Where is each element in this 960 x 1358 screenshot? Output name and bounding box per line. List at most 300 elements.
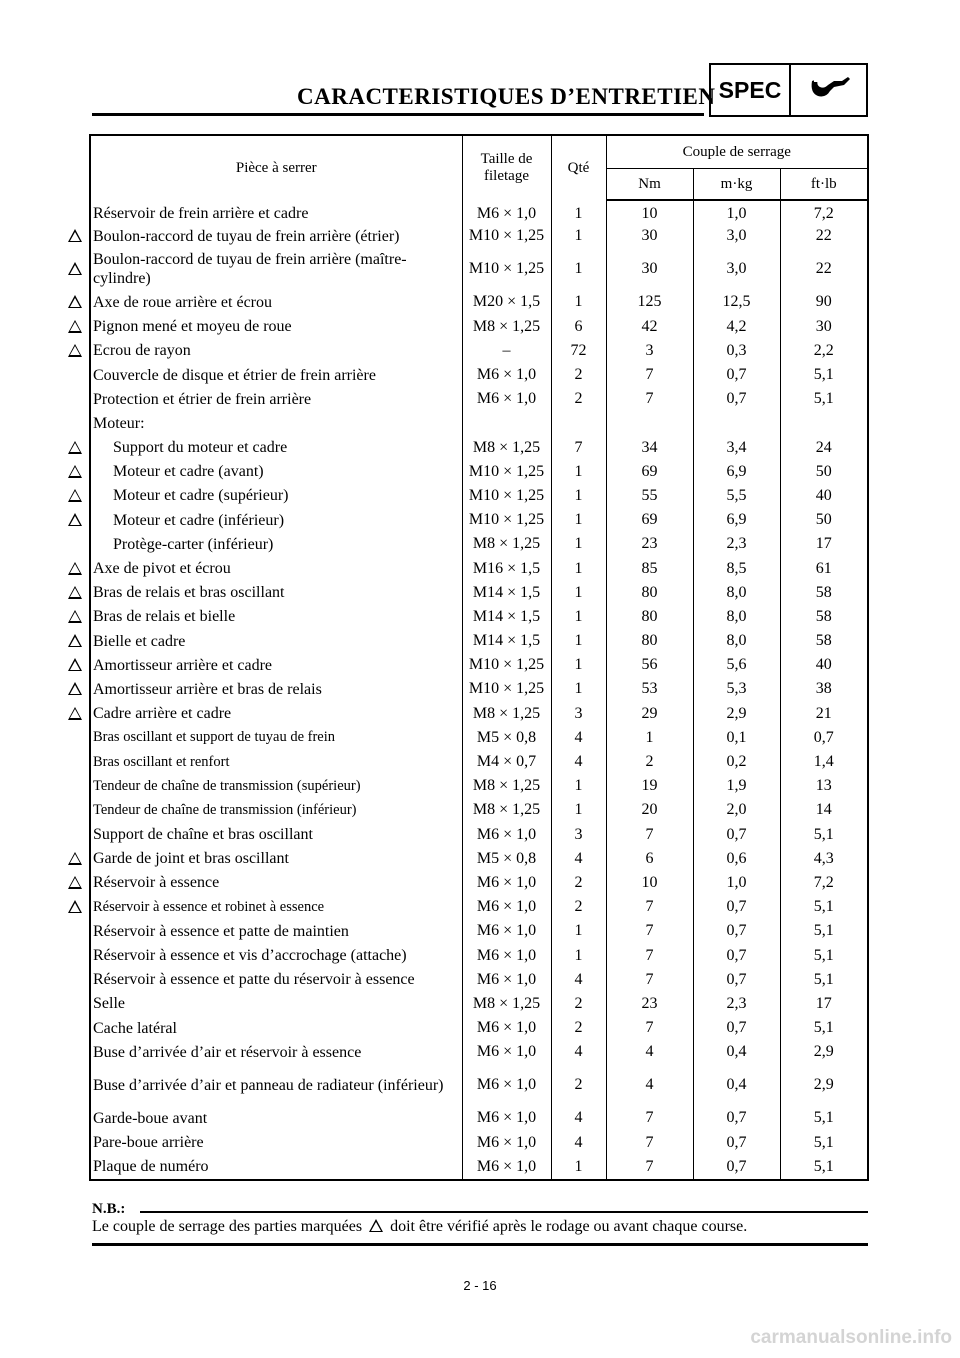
part-name-cell: Pare-boue arrière [93, 1134, 204, 1152]
col-header-mkg: m·kg [693, 169, 780, 201]
part-name-cell: Réservoir à essence et patte du réservoir à essence [93, 971, 415, 989]
torque-nm-cell: 7 [606, 943, 693, 967]
note-label: N.B.: [92, 1201, 126, 1217]
torque-nm-cell: 42 [606, 315, 693, 339]
torque-nm-cell: 2 [606, 750, 693, 774]
torque-mkg-cell: 2,3 [693, 992, 780, 1016]
triangle-mark-icon [369, 1219, 383, 1232]
torque-mkg-cell: 3,4 [693, 436, 780, 460]
torque-mkg-cell: 0,7 [693, 895, 780, 919]
torque-mkg-cell: 0,7 [693, 919, 780, 943]
part-name-cell: Protège-carter (inférieur) [113, 535, 274, 553]
torque-ftlb-cell: 50 [780, 508, 867, 532]
torque-mkg-cell: 0,2 [693, 750, 780, 774]
torque-mkg-cell: 0,7 [693, 943, 780, 967]
table-row [91, 871, 867, 895]
qty-cell: 1 [551, 248, 606, 290]
torque-ftlb-cell: 5,1 [780, 1106, 867, 1130]
qty-cell: 72 [551, 339, 606, 363]
tool-badge [791, 63, 868, 117]
table-row [91, 436, 867, 460]
qty-cell: 3 [551, 702, 606, 726]
torque-ftlb-cell: 22 [780, 248, 867, 290]
torque-ftlb-cell: 5,1 [780, 387, 867, 411]
table-row [91, 702, 867, 726]
torque-mkg-cell: 5,6 [693, 653, 780, 677]
torque-ftlb-cell: 58 [780, 581, 867, 605]
qty-cell: 1 [551, 677, 606, 701]
torque-ftlb-cell: 5,1 [780, 943, 867, 967]
thread-cell: M6 × 1,0 [462, 919, 551, 943]
thread-cell: M14 × 1,5 [462, 629, 551, 653]
thread-cell: M8 × 1,25 [462, 798, 551, 822]
torque-nm-cell: 30 [606, 248, 693, 290]
part-name-cell: Moteur et cadre (avant) [113, 463, 264, 481]
qty-cell: 3 [551, 823, 606, 847]
part-name-cell: Cadre arrière et cadre [93, 705, 232, 723]
part-name-cell: Support de chaîne et bras oscillant [93, 826, 313, 844]
thread-cell: M14 × 1,5 [462, 605, 551, 629]
part-name-cell: Buse d’arrivée d’air et panneau de radiateur (inférieur) [93, 1076, 444, 1094]
part-name-cell: Axe de roue arrière et écrou [93, 293, 272, 311]
qty-cell: 1 [551, 290, 606, 314]
table-row [91, 315, 867, 339]
qty-cell: 1 [551, 605, 606, 629]
torque-ftlb-cell: 58 [780, 629, 867, 653]
torque-nm-cell: 1 [606, 726, 693, 750]
torque-ftlb-cell: 5,1 [780, 895, 867, 919]
part-name-cell: Réservoir à essence et vis d’accrochage (attache) [93, 947, 407, 965]
table-row [91, 460, 867, 484]
qty-cell: 1 [551, 532, 606, 556]
qty-cell: 1 [551, 629, 606, 653]
torque-mkg-cell: 12,5 [693, 290, 780, 314]
thread-cell: M6 × 1,0 [462, 943, 551, 967]
thread-cell: M20 × 1,5 [462, 290, 551, 314]
qty-cell: 7 [551, 436, 606, 460]
wrench-icon [804, 73, 854, 108]
torque-mkg-cell: 0,7 [693, 1016, 780, 1040]
table-row [91, 1064, 867, 1106]
thread-cell: M10 × 1,25 [462, 677, 551, 701]
part-name-cell: Réservoir à essence et robinet à essence [93, 898, 325, 915]
thread-cell: M6 × 1,0 [462, 387, 551, 411]
part-name-cell: Protection et étrier de frein arrière [93, 390, 312, 408]
torque-ftlb-cell: 38 [780, 677, 867, 701]
torque-nm-cell: 80 [606, 605, 693, 629]
torque-ftlb-cell: 90 [780, 290, 867, 314]
part-name-cell: Réservoir de frein arrière et cadre [93, 205, 309, 223]
note-text-after: doit être vérifié après le rodage ou avant chaque course. [390, 1218, 748, 1235]
part-name-cell: Tendeur de chaîne de transmission (inférieur) [93, 801, 357, 818]
torque-nm-cell: 10 [606, 871, 693, 895]
qty-cell: 4 [551, 726, 606, 750]
thread-cell: M6 × 1,0 [462, 1016, 551, 1040]
torque-nm-cell: 7 [606, 919, 693, 943]
qty-cell: 2 [551, 992, 606, 1016]
torque-nm-cell: 80 [606, 629, 693, 653]
torque-nm-cell: 19 [606, 774, 693, 798]
torque-nm-cell: 53 [606, 677, 693, 701]
torque-nm-cell: 7 [606, 823, 693, 847]
torque-nm-cell [606, 411, 693, 435]
torque-ftlb-cell: 5,1 [780, 363, 867, 387]
torque-ftlb-cell: 2,9 [780, 1040, 867, 1064]
torque-nm-cell: 55 [606, 484, 693, 508]
qty-cell: 2 [551, 895, 606, 919]
torque-nm-cell: 125 [606, 290, 693, 314]
triangle-mark-icon [68, 707, 82, 720]
torque-ftlb-cell: 40 [780, 653, 867, 677]
triangle-mark-icon [68, 876, 82, 889]
thread-cell: M8 × 1,25 [462, 532, 551, 556]
torque-nm-cell: 7 [606, 363, 693, 387]
torque-ftlb-cell: 14 [780, 798, 867, 822]
note-text [92, 1218, 747, 1236]
torque-mkg-cell: 0,4 [693, 1040, 780, 1064]
torque-mkg-cell: 0,7 [693, 363, 780, 387]
qty-cell: 6 [551, 315, 606, 339]
table-row [91, 943, 867, 967]
qty-cell: 4 [551, 1131, 606, 1155]
thread-cell: M6 × 1,0 [462, 1106, 551, 1130]
torque-mkg-cell: 5,3 [693, 677, 780, 701]
part-name-cell: Selle [93, 995, 125, 1013]
triangle-mark-icon [68, 586, 82, 599]
triangle-mark-icon [68, 900, 82, 913]
part-name-cell: Couvercle de disque et étrier de frein arrière [93, 366, 376, 384]
triangle-mark-icon [68, 852, 82, 865]
torque-mkg-cell: 8,0 [693, 581, 780, 605]
torque-mkg-cell: 1,0 [693, 871, 780, 895]
torque-mkg-cell: 0,6 [693, 847, 780, 871]
torque-ftlb-cell: 7,2 [780, 871, 867, 895]
table-row [91, 847, 867, 871]
torque-table [89, 134, 869, 1181]
qty-cell: 1 [551, 943, 606, 967]
part-name-cell: Cache latéral [93, 1019, 177, 1037]
qty-cell: 1 [551, 581, 606, 605]
thread-cell: M6 × 1,0 [462, 823, 551, 847]
part-name-cell: Réservoir à essence [93, 874, 220, 892]
torque-mkg-cell [693, 411, 780, 435]
torque-ftlb-cell: 5,1 [780, 968, 867, 992]
torque-ftlb-cell: 0,7 [780, 726, 867, 750]
table-row [91, 653, 867, 677]
part-name-cell: Amortisseur arrière et cadre [93, 656, 273, 674]
col-header-nm: Nm [606, 169, 693, 201]
torque-nm-cell: 7 [606, 1106, 693, 1130]
torque-ftlb-cell: 2,9 [780, 1064, 867, 1106]
table-row [91, 919, 867, 943]
torque-mkg-cell: 0,7 [693, 1131, 780, 1155]
torque-nm-cell: 7 [606, 1155, 693, 1179]
torque-mkg-cell: 6,9 [693, 508, 780, 532]
part-name-cell: Pignon mené et moyeu de roue [93, 318, 292, 336]
page-title: CARACTERISTIQUES D’ENTRETIEN [297, 84, 716, 109]
table-row [91, 605, 867, 629]
table-row [91, 1155, 867, 1179]
torque-ftlb-cell: 5,1 [780, 1155, 867, 1179]
table-row [91, 992, 867, 1016]
torque-nm-cell: 69 [606, 508, 693, 532]
table-row [91, 248, 867, 290]
torque-mkg-cell: 8,0 [693, 629, 780, 653]
qty-cell: 1 [551, 1155, 606, 1179]
table-row [91, 387, 867, 411]
table-row [91, 1040, 867, 1064]
triangle-mark-icon [68, 489, 82, 502]
torque-nm-cell: 7 [606, 968, 693, 992]
torque-mkg-cell: 6,9 [693, 460, 780, 484]
part-name-cell: Buse d’arrivée d’air et réservoir à essence [93, 1043, 362, 1061]
note-rule-bottom [92, 1243, 868, 1246]
torque-nm-cell: 23 [606, 992, 693, 1016]
torque-nm-cell: 30 [606, 224, 693, 248]
part-name-cell: Boulon-raccord de tuyau de frein arrière (étrier) [93, 227, 400, 245]
thread-cell: M6 × 1,0 [462, 871, 551, 895]
torque-ftlb-cell: 21 [780, 702, 867, 726]
table-row [91, 1016, 867, 1040]
triangle-mark-icon [68, 295, 82, 308]
table-row [91, 895, 867, 919]
torque-nm-cell: 20 [606, 798, 693, 822]
table-row [91, 508, 867, 532]
torque-mkg-cell: 4,2 [693, 315, 780, 339]
thread-cell: M10 × 1,25 [462, 653, 551, 677]
torque-mkg-cell: 0,7 [693, 968, 780, 992]
qty-cell: 1 [551, 200, 606, 224]
torque-ftlb-cell: 22 [780, 224, 867, 248]
torque-ftlb-cell: 1,4 [780, 750, 867, 774]
part-name-cell: Support du moteur et cadre [113, 439, 288, 457]
qty-cell: 2 [551, 1064, 606, 1106]
qty-cell: 1 [551, 508, 606, 532]
thread-cell: M6 × 1,0 [462, 1040, 551, 1064]
table-row [91, 677, 867, 701]
col-header-ftlb: ft·lb [780, 169, 867, 201]
torque-ftlb-cell: 2,2 [780, 339, 867, 363]
thread-cell: M6 × 1,0 [462, 968, 551, 992]
triangle-mark-icon [68, 320, 82, 333]
thread-cell: M4 × 0,7 [462, 750, 551, 774]
table-row [91, 224, 867, 248]
torque-nm-cell: 6 [606, 847, 693, 871]
qty-cell: 1 [551, 774, 606, 798]
thread-cell: M6 × 1,0 [462, 1155, 551, 1179]
part-name-cell: Réservoir à essence et patte de maintien [93, 922, 349, 940]
qty-cell: 2 [551, 363, 606, 387]
spec-badge: SPEC [709, 63, 791, 117]
table-row [91, 339, 867, 363]
part-name-cell: Moteur: [93, 414, 145, 432]
col-header-part: Pièce à serrer [235, 159, 317, 176]
table-row [91, 290, 867, 314]
torque-mkg-cell: 1,9 [693, 774, 780, 798]
torque-ftlb-cell: 30 [780, 315, 867, 339]
torque-ftlb-cell: 7,2 [780, 200, 867, 224]
qty-cell: 1 [551, 653, 606, 677]
thread-cell: M6 × 1,0 [462, 1064, 551, 1106]
qty-cell [551, 411, 606, 435]
part-name-cell: Ecrou de rayon [93, 342, 191, 360]
table-row [91, 774, 867, 798]
thread-cell: M6 × 1,0 [462, 200, 551, 224]
triangle-mark-icon [68, 262, 82, 275]
part-name-cell: Tendeur de chaîne de transmission (supérieur) [93, 777, 361, 794]
torque-ftlb-cell: 5,1 [780, 919, 867, 943]
table-row [91, 823, 867, 847]
thread-cell: M10 × 1,25 [462, 508, 551, 532]
col-header-thread: Taille de filetage [462, 136, 551, 200]
part-name-cell: Bielle et cadre [93, 632, 186, 650]
thread-cell: M6 × 1,0 [462, 895, 551, 919]
torque-nm-cell: 80 [606, 581, 693, 605]
table-body [91, 200, 867, 1179]
torque-nm-cell: 34 [606, 436, 693, 460]
part-name-cell: Plaque de numéro [93, 1158, 209, 1176]
thread-cell: – [462, 339, 551, 363]
qty-cell: 2 [551, 387, 606, 411]
thread-cell: M8 × 1,25 [462, 774, 551, 798]
torque-nm-cell: 85 [606, 556, 693, 580]
torque-ftlb-cell: 17 [780, 992, 867, 1016]
table-row [91, 968, 867, 992]
thread-cell: M5 × 0,8 [462, 726, 551, 750]
triangle-mark-icon [68, 634, 82, 647]
torque-nm-cell: 7 [606, 387, 693, 411]
note-rule-top [140, 1211, 868, 1213]
table-row [91, 556, 867, 580]
table-row [91, 484, 867, 508]
thread-cell: M6 × 1,0 [462, 1131, 551, 1155]
torque-ftlb-cell: 50 [780, 460, 867, 484]
thread-cell: M14 × 1,5 [462, 581, 551, 605]
table-row [91, 581, 867, 605]
torque-nm-cell: 69 [606, 460, 693, 484]
torque-nm-cell: 3 [606, 339, 693, 363]
torque-ftlb-cell [780, 411, 867, 435]
thread-cell: M8 × 1,25 [462, 315, 551, 339]
part-name-cell: Boulon-raccord de tuyau de frein arrière (maître-cylindre) [93, 251, 407, 288]
torque-nm-cell: 4 [606, 1064, 693, 1106]
triangle-mark-icon [68, 229, 82, 242]
table-row [91, 363, 867, 387]
qty-cell: 1 [551, 224, 606, 248]
triangle-mark-icon [68, 441, 82, 454]
torque-nm-cell: 23 [606, 532, 693, 556]
triangle-mark-icon [68, 465, 82, 478]
part-name-cell: Bras oscillant et support de tuyau de frein [93, 729, 336, 746]
torque-mkg-cell: 3,0 [693, 248, 780, 290]
qty-cell: 4 [551, 1040, 606, 1064]
torque-ftlb-cell: 5,1 [780, 823, 867, 847]
torque-ftlb-cell: 40 [780, 484, 867, 508]
part-name-cell: Bras de relais et bielle [93, 608, 236, 626]
torque-mkg-cell: 0,7 [693, 1155, 780, 1179]
thread-cell: M8 × 1,25 [462, 702, 551, 726]
torque-mkg-cell: 5,5 [693, 484, 780, 508]
qty-cell: 1 [551, 919, 606, 943]
thread-cell: M5 × 0,8 [462, 847, 551, 871]
table-row [91, 629, 867, 653]
thread-cell: M10 × 1,25 [462, 484, 551, 508]
torque-mkg-cell: 0,3 [693, 339, 780, 363]
table-row [91, 1106, 867, 1130]
part-name-cell: Axe de pivot et écrou [93, 560, 231, 578]
torque-ftlb-cell: 5,1 [780, 1131, 867, 1155]
triangle-mark-icon [68, 610, 82, 623]
part-name-cell: Moteur et cadre (supérieur) [113, 487, 289, 505]
table-row [91, 750, 867, 774]
triangle-mark-icon [68, 658, 82, 671]
thread-cell [462, 411, 551, 435]
qty-cell: 4 [551, 968, 606, 992]
triangle-mark-icon [68, 513, 82, 526]
qty-cell: 4 [551, 847, 606, 871]
table-row [91, 200, 867, 224]
torque-nm-cell: 4 [606, 1040, 693, 1064]
torque-mkg-cell: 0,1 [693, 726, 780, 750]
torque-ftlb-cell: 17 [780, 532, 867, 556]
torque-nm-cell: 7 [606, 1131, 693, 1155]
torque-nm-cell: 29 [606, 702, 693, 726]
torque-mkg-cell: 3,0 [693, 224, 780, 248]
torque-nm-cell: 7 [606, 895, 693, 919]
torque-ftlb-cell: 13 [780, 774, 867, 798]
page-number: 2 - 16 [463, 1278, 497, 1293]
triangle-mark-icon [68, 682, 82, 695]
torque-ftlb-cell: 4,3 [780, 847, 867, 871]
qty-cell: 1 [551, 798, 606, 822]
qty-cell: 4 [551, 750, 606, 774]
note-text-before: Le couple de serrage des parties marquées [92, 1218, 363, 1235]
header-rule [92, 113, 704, 116]
table-row [91, 1131, 867, 1155]
torque-mkg-cell: 0,4 [693, 1064, 780, 1106]
qty-cell: 1 [551, 484, 606, 508]
thread-cell: M10 × 1,25 [462, 460, 551, 484]
torque-nm-cell: 10 [606, 200, 693, 224]
torque-mkg-cell: 2,9 [693, 702, 780, 726]
table-row [91, 532, 867, 556]
qty-cell: 1 [551, 556, 606, 580]
watermark: carmanualsonline.info [750, 1327, 952, 1348]
qty-cell: 4 [551, 1106, 606, 1130]
torque-mkg-cell: 8,0 [693, 605, 780, 629]
part-name-cell: Amortisseur arrière et bras de relais [93, 680, 322, 698]
table-row [91, 798, 867, 822]
torque-ftlb-cell: 61 [780, 556, 867, 580]
part-name-cell: Garde de joint et bras oscillant [93, 850, 289, 868]
part-name-cell: Bras de relais et bras oscillant [93, 584, 285, 602]
torque-ftlb-cell: 58 [780, 605, 867, 629]
torque-mkg-cell: 0,7 [693, 823, 780, 847]
thread-cell: M8 × 1,25 [462, 992, 551, 1016]
thread-cell: M16 × 1,5 [462, 556, 551, 580]
torque-ftlb-cell: 24 [780, 436, 867, 460]
table-row [91, 726, 867, 750]
part-name-cell: Moteur et cadre (inférieur) [113, 511, 285, 529]
table-row [91, 411, 867, 435]
torque-nm-cell: 7 [606, 1016, 693, 1040]
torque-mkg-cell: 0,7 [693, 1106, 780, 1130]
part-name-cell: Garde-boue avant [93, 1109, 208, 1127]
col-header-torque: Couple de serrage [606, 136, 867, 169]
qty-cell: 1 [551, 460, 606, 484]
torque-mkg-cell: 1,0 [693, 200, 780, 224]
thread-cell: M6 × 1,0 [462, 363, 551, 387]
